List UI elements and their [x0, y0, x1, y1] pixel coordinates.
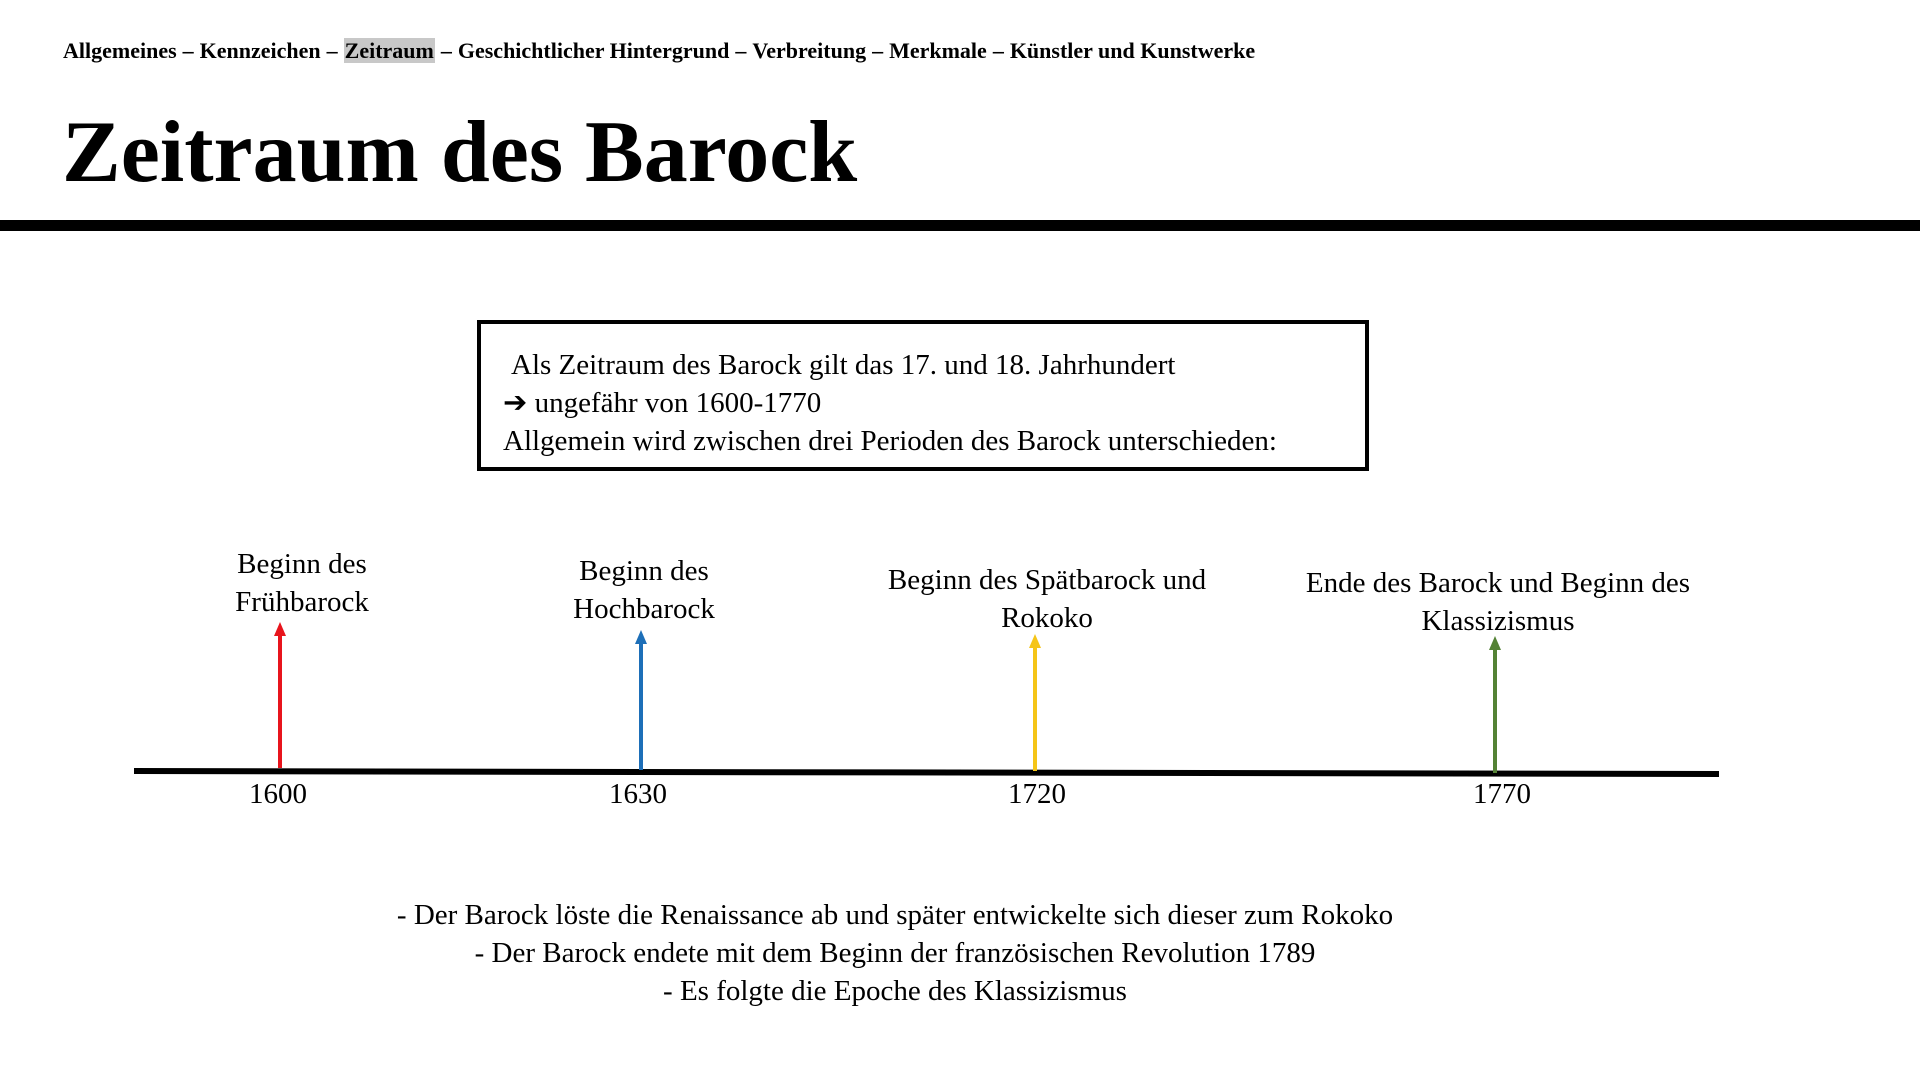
event-label-1770 — [1306, 564, 1690, 640]
event-label-1720 — [888, 561, 1206, 637]
timeline-axis — [134, 771, 1719, 774]
arrowhead-icon — [635, 630, 647, 644]
year-label-1630: 1630 — [609, 778, 667, 810]
nav-separator: – — [735, 38, 747, 63]
event-label-line: Hochbarock — [573, 593, 715, 625]
event-label-1630 — [573, 552, 715, 628]
note-line: - Es folgte die Epoche des Klassizismus — [663, 975, 1127, 1007]
event-label-1600 — [235, 545, 369, 621]
info-line-1: Als Zeitraum des Barock gilt das 17. und 18. Jahrhundert — [511, 349, 1176, 381]
nav-item-allgemeines[interactable]: Allgemeines — [63, 38, 177, 63]
year-label-1600: 1600 — [249, 778, 307, 810]
nav-item-kennzeichen[interactable]: Kennzeichen — [199, 38, 321, 63]
nav-item-kuenstler-und-kunstwerke[interactable]: Künstler und Kunstwerke — [1009, 38, 1256, 63]
year-label-1720: 1720 — [1008, 778, 1066, 810]
event-label-line: Frühbarock — [235, 586, 369, 618]
event-label-line: Klassizismus — [1421, 605, 1575, 637]
nav-item-verbreitung[interactable]: Verbreitung — [752, 38, 867, 63]
nav-item-merkmale[interactable]: Merkmale — [889, 38, 987, 63]
info-line-2-text: ungefähr von 1600-1770 — [534, 387, 822, 419]
nav-separator: – — [440, 38, 452, 63]
arrowhead-icon — [274, 622, 286, 636]
page-title: Zeitraum des Barock — [62, 104, 858, 201]
note-line: - Der Barock löste die Renaissance ab und später entwickelte sich dieser zum Rokoko — [396, 899, 1394, 931]
right-arrow-icon: ➔ — [503, 387, 528, 419]
event-label-line: Beginn des Spätbarock und — [887, 564, 1207, 596]
year-label-1770: 1770 — [1473, 778, 1531, 810]
note-line: - Der Barock endete mit dem Beginn der französischen Revolution 1789 — [474, 937, 1316, 969]
nav-separator: – — [872, 38, 884, 63]
info-line-3: Allgemein wird zwischen drei Perioden des Barock unterschieden: — [503, 425, 1277, 457]
nav-separator: – — [326, 38, 338, 63]
nav-item-zeitraum[interactable]: Zeitraum — [344, 38, 434, 63]
notes-block — [0, 896, 1790, 1010]
nav-separator: – — [992, 38, 1004, 63]
nav-separator: – — [182, 38, 194, 63]
event-label-line: Beginn des — [579, 555, 709, 587]
nav-item-geschichtlicher-hintergrund[interactable]: Geschichtlicher Hintergrund — [457, 38, 730, 63]
event-label-line: Rokoko — [1001, 602, 1093, 634]
event-label-line: Ende des Barock und Beginn des — [1305, 567, 1691, 599]
event-label-line: Beginn des — [237, 548, 367, 580]
